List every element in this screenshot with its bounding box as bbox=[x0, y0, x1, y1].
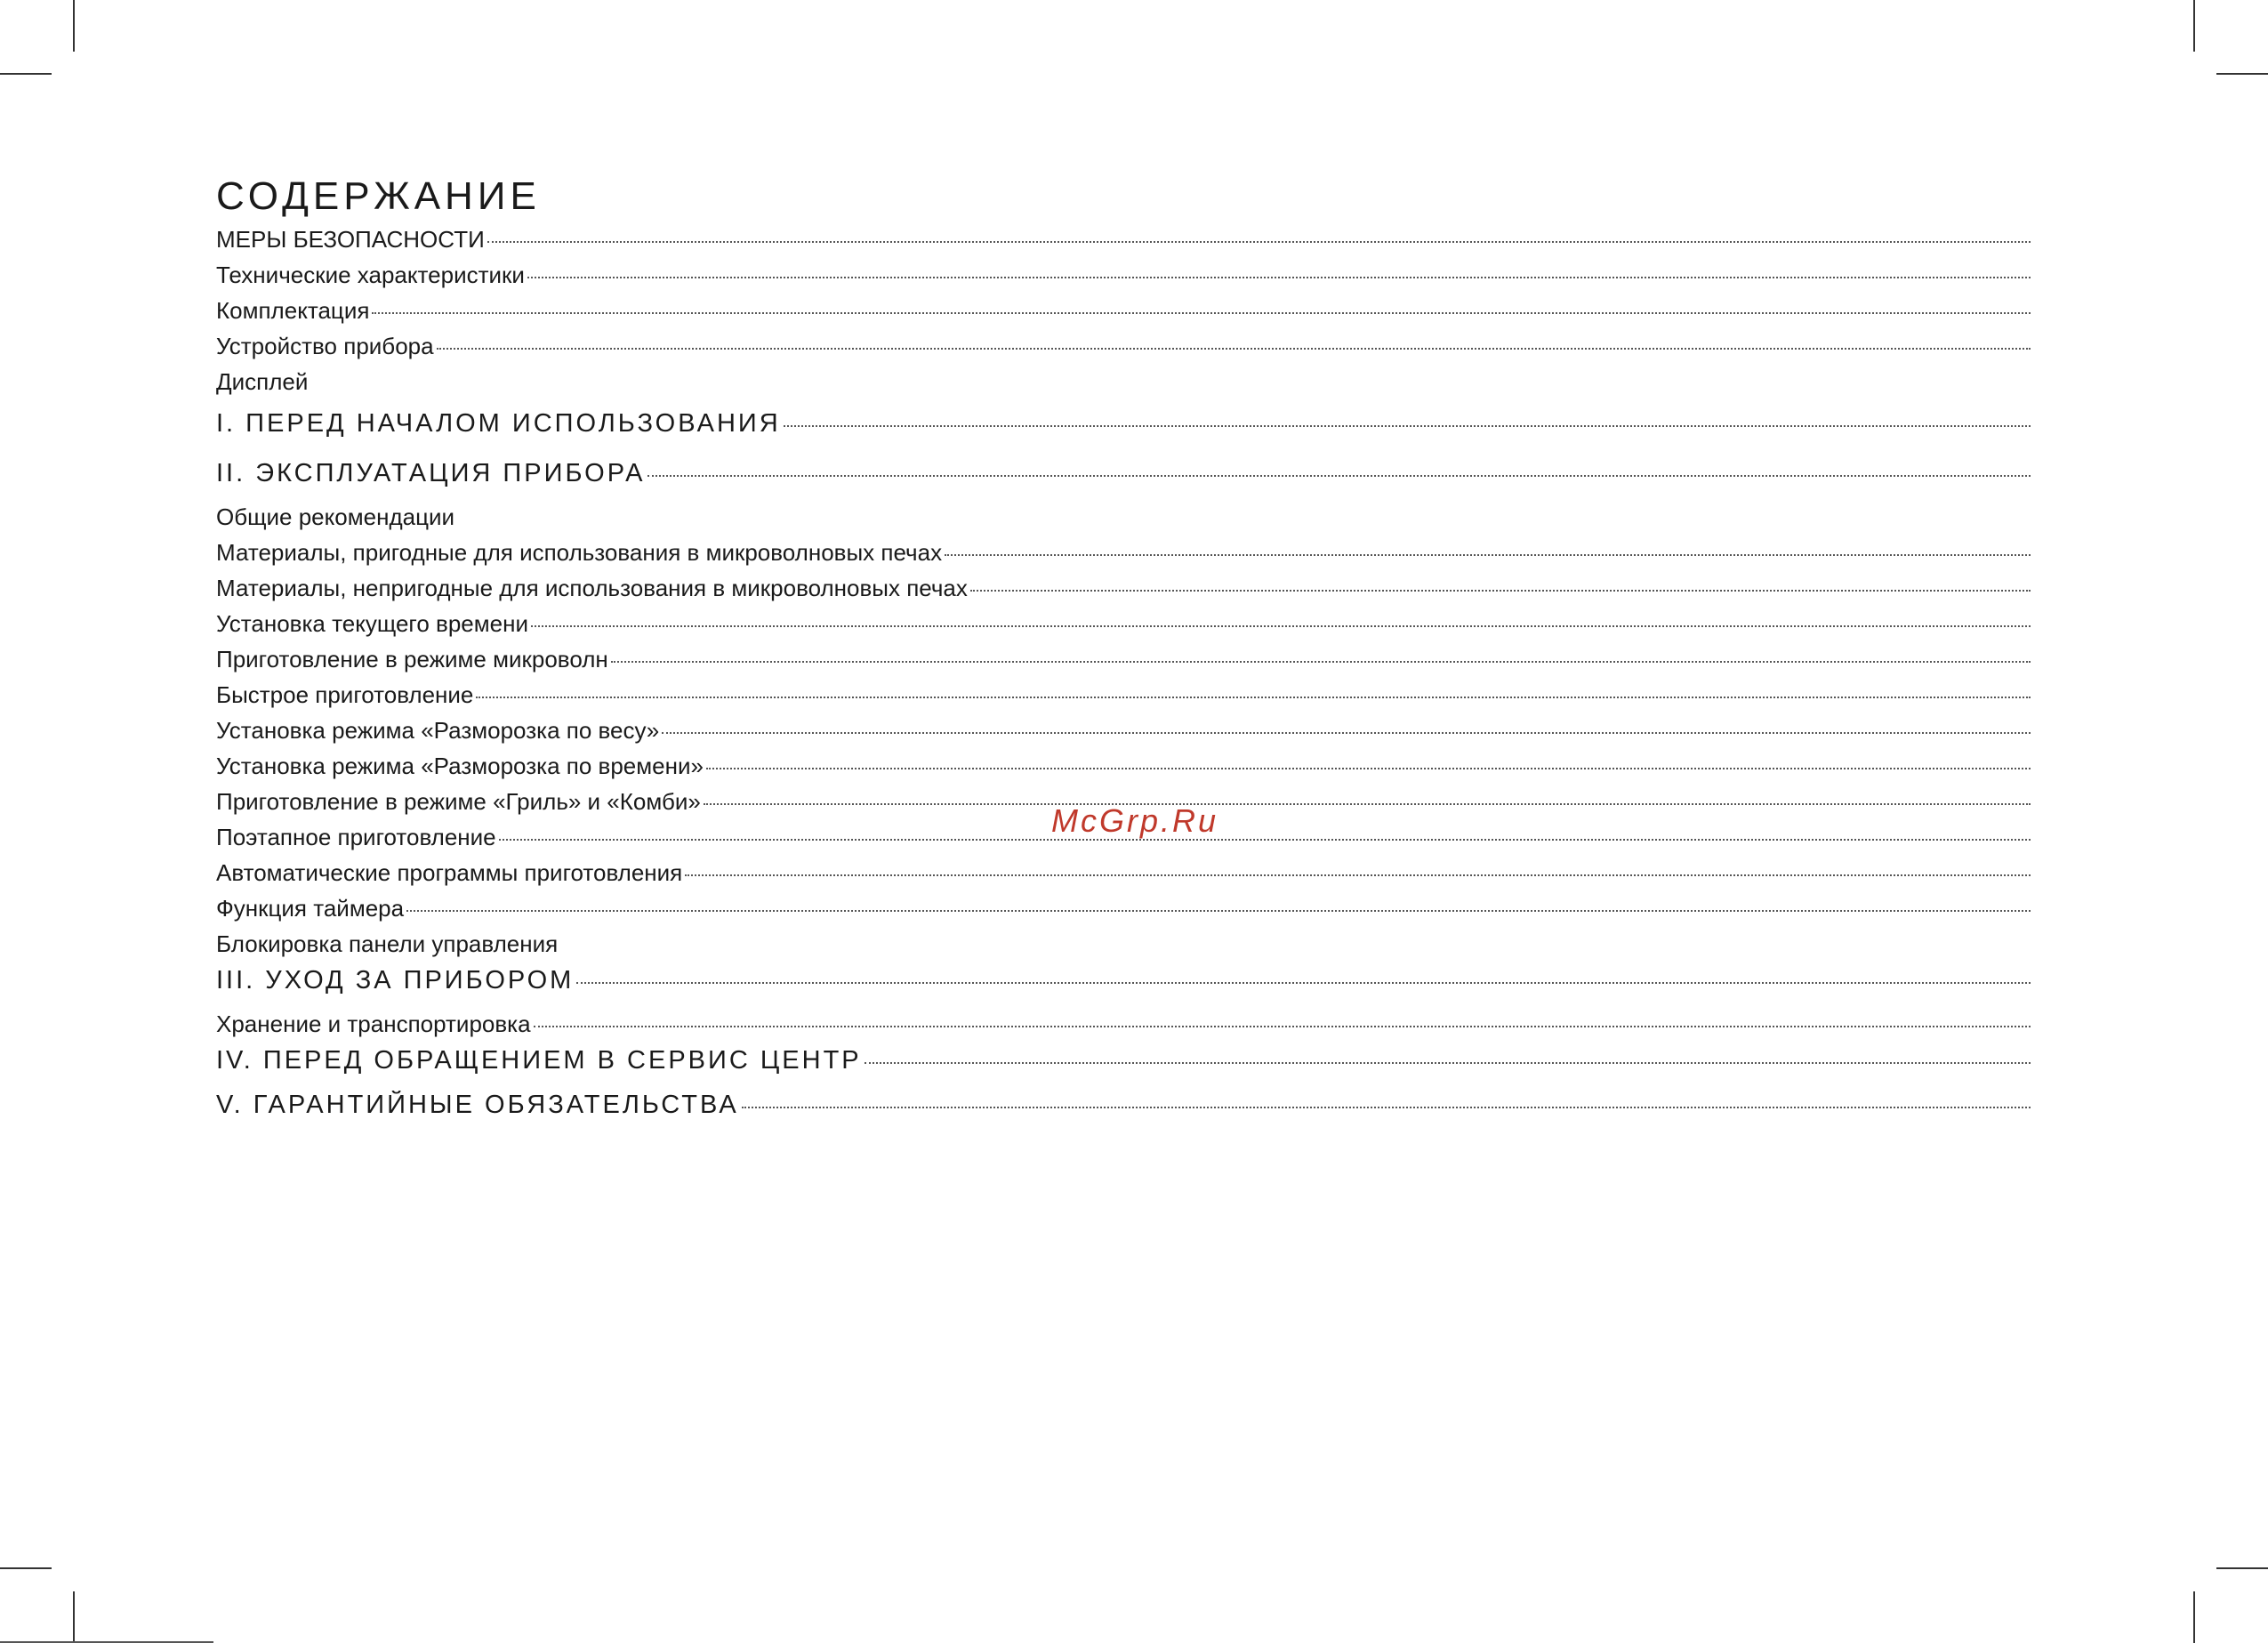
toc-entry bbox=[216, 503, 2031, 539]
toc-entry bbox=[216, 930, 2031, 966]
toc-entry bbox=[216, 895, 2031, 930]
toc-entry bbox=[216, 333, 2031, 368]
toc-entry-label: Поэтапное приготовление bbox=[216, 824, 496, 850]
toc-entry-label: Технические характеристики bbox=[216, 262, 525, 288]
dot-leader bbox=[784, 425, 2031, 427]
toc-section-entry bbox=[216, 1046, 2031, 1091]
dot-leader bbox=[531, 625, 2031, 627]
toc-entry bbox=[216, 539, 2031, 575]
crop-mark-bottom-left-h bbox=[0, 1567, 52, 1569]
toc-entry-label: Установка режима «Разморозка по времени» bbox=[216, 753, 704, 779]
watermark: McGrp.Ru bbox=[1051, 802, 1219, 839]
toc-entry-label: Материалы, непригодные для использования в микроволновых печах bbox=[216, 575, 968, 601]
toc-entry bbox=[216, 646, 2031, 681]
toc-entry-label: Приготовление в режиме микроволн bbox=[216, 646, 608, 673]
toc-entry-label: Дисплей bbox=[216, 368, 309, 395]
toc-entry bbox=[216, 368, 2031, 404]
crop-mark-bottom-left bbox=[73, 1591, 75, 1643]
dot-leader bbox=[499, 839, 2031, 841]
crop-mark-top-right-h bbox=[2216, 73, 2268, 75]
dot-leader bbox=[742, 1107, 2031, 1108]
dot-leader bbox=[611, 661, 2031, 663]
crop-mark-top-left bbox=[73, 0, 75, 52]
dot-leader bbox=[527, 277, 2031, 278]
dot-leader bbox=[476, 697, 2031, 698]
crop-mark-bottom-right-h bbox=[2216, 1567, 2268, 1569]
toc-section-entry bbox=[216, 404, 2031, 459]
toc-entry-label: МЕРЫ БЕЗОПАСНОСТИ bbox=[216, 226, 485, 253]
dot-leader bbox=[945, 554, 2031, 556]
dot-leader bbox=[406, 910, 2031, 912]
toc-entry bbox=[216, 753, 2031, 788]
toc-entry-label: Устройство прибора bbox=[216, 333, 434, 359]
toc-entry-label: Блокировка панели управления bbox=[216, 930, 559, 957]
toc-entry-label: II. ЭКСПЛУАТАЦИЯ ПРИБОРА bbox=[216, 459, 646, 487]
toc-entry-label: Приготовление в режиме «Гриль» и «Комби» bbox=[216, 788, 701, 815]
toc-entry-label: Комплектация bbox=[216, 297, 370, 324]
dot-leader bbox=[534, 1026, 2031, 1027]
dot-leader bbox=[437, 348, 2031, 350]
dot-leader bbox=[706, 768, 2031, 769]
dot-leader bbox=[372, 312, 2031, 314]
dot-leader bbox=[662, 732, 2031, 734]
toc-entry-label: Автоматические программы приготовления bbox=[216, 859, 683, 886]
toc-title: СОДЕРЖАНИЕ bbox=[216, 174, 541, 218]
toc-entry bbox=[216, 297, 2031, 333]
toc-entry bbox=[216, 1011, 2031, 1046]
toc-entry-label: Установка текущего времени bbox=[216, 610, 528, 637]
toc-list bbox=[216, 226, 2031, 1135]
toc-entry-label: IV. ПЕРЕД ОБРАЩЕНИЕМ В СЕРВИС ЦЕНТР bbox=[216, 1046, 862, 1075]
toc-entry bbox=[216, 681, 2031, 717]
toc-section-entry bbox=[216, 459, 2031, 503]
toc-section-entry bbox=[216, 1091, 2031, 1135]
toc-entry bbox=[216, 717, 2031, 753]
toc-entry bbox=[216, 226, 2031, 262]
crop-mark-top-left-h bbox=[0, 73, 52, 75]
toc-section-entry bbox=[216, 966, 2031, 1011]
dot-leader bbox=[704, 803, 2031, 805]
toc-entry-label: Функция таймера bbox=[216, 895, 405, 922]
toc-entry-label: Хранение и транспортировка bbox=[216, 1011, 531, 1037]
toc-entry-label: Установка режима «Разморозка по весу» bbox=[216, 717, 660, 744]
dot-leader bbox=[685, 874, 2031, 876]
toc-entry-label: III. УХОД ЗА ПРИБОРОМ bbox=[216, 966, 575, 995]
dot-leader bbox=[647, 475, 2031, 477]
toc-entry-label: Материалы, пригодные для использования в микроволновых печах bbox=[216, 539, 943, 566]
table-of-contents bbox=[216, 174, 2031, 1135]
dot-leader bbox=[487, 241, 2031, 243]
toc-entry-label: V. ГАРАНТИЙНЫЕ ОБЯЗАТЕЛЬСТВА bbox=[216, 1091, 739, 1119]
toc-entry-label: Быстрое приготовление bbox=[216, 681, 474, 708]
dot-leader bbox=[576, 982, 2031, 984]
crop-mark-bottom-right bbox=[2193, 1591, 2195, 1643]
toc-entry-label: I. ПЕРЕД НАЧАЛОМ ИСПОЛЬЗОВАНИЯ bbox=[216, 409, 781, 438]
toc-entry-label: Общие рекомендации bbox=[216, 503, 455, 530]
dot-leader bbox=[970, 590, 2031, 592]
toc-entry bbox=[216, 610, 2031, 646]
toc-entry bbox=[216, 575, 2031, 610]
toc-entry bbox=[216, 859, 2031, 895]
toc-entry bbox=[216, 262, 2031, 297]
crop-mark-top-right bbox=[2193, 0, 2195, 52]
dot-leader bbox=[865, 1062, 2031, 1064]
